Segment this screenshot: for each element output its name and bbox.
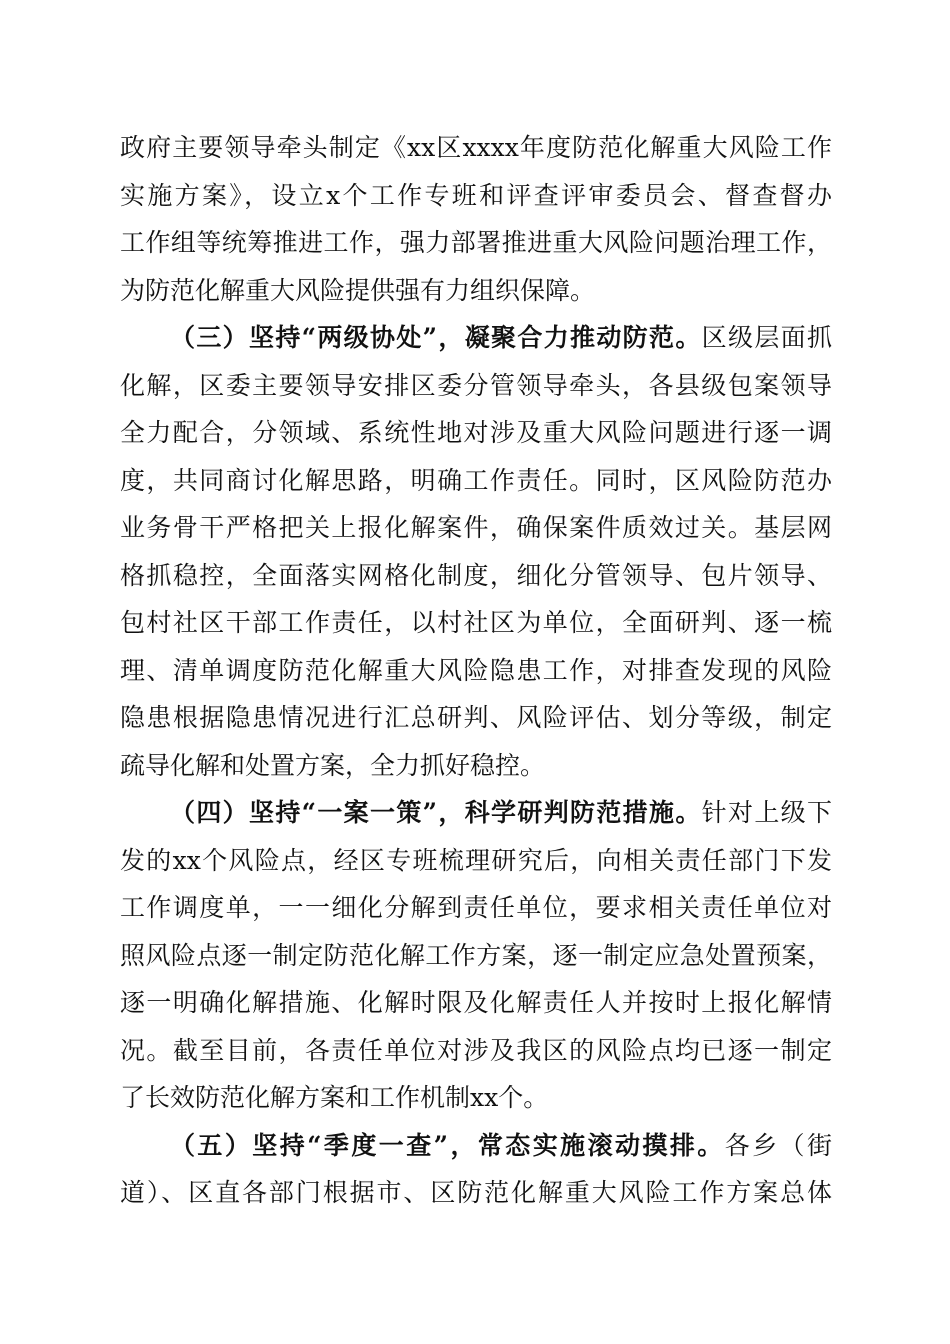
text-line: 度，共同商讨化解思路，明确工作责任。同时，区风险防范办 <box>120 465 832 495</box>
text-line: 全力配合，分领域、系统性地对涉及重大风险问题进行逐一调 <box>120 418 832 447</box>
text-line: 逐一明确化解措施、化解时限及化解责任人并按时上报化解情 <box>120 988 832 1017</box>
section-heading: （四）坚持“一案一策”，科学研判防范措施。 <box>170 798 702 827</box>
text-line: 理、清单调度防范化解重大风险隐患工作，对排查发现的风险 <box>120 655 832 685</box>
text-line: 政府主要领导牵头制定《xx区xxxx年度防范化解重大风险工作 <box>120 133 832 162</box>
document-body <box>120 124 832 1217</box>
text-line: 格抓稳控，全面落实网格化制度，细化分管领导、包片领导、 <box>120 560 832 590</box>
text-line: 发的xx个风险点，经区专班梳理研究后，向相关责任部门下发 <box>120 845 832 875</box>
text-run: 针对上级下 <box>701 798 832 827</box>
text-line: 照风险点逐一制定防范化解工作方案，逐一制定应急处置预案， <box>120 940 832 970</box>
text-line: 化解，区委主要领导安排区委分管领导牵头，各县级包案领导 <box>120 370 832 400</box>
text-line: 业务骨干严格把关上报化解案件，确保案件质效过关。基层网 <box>120 513 832 542</box>
text-line: 实施方案》，设立x个工作专班和评查评审委员会、督查督办 <box>120 180 832 210</box>
text-line: 隐患根据隐患情况进行汇总研判、风险评估、划分等级，制定 <box>120 703 832 732</box>
text-line: 了长效防范化解方案和工作机制xx个。 <box>120 1083 549 1112</box>
paragraph <box>120 1122 832 1217</box>
text-line: 疏导化解和处置方案，全力抓好稳控。 <box>120 750 546 780</box>
text-line <box>120 789 832 837</box>
section-heading: （五）坚持“季度一查”，常态实施滚动摸排。 <box>170 1130 725 1160</box>
text-run: 各乡（街 <box>724 1130 832 1160</box>
text-line: 况。截至目前，各责任单位对涉及我区的风险点均已逐一制定 <box>120 1035 832 1065</box>
paragraph <box>120 124 832 314</box>
text-line: 包村社区干部工作责任，以村社区为单位，全面研判、逐一梳 <box>120 608 832 637</box>
text-line: 道）、区直各部门根据市、区防范化解重大风险工作方案总体 <box>120 1178 832 1207</box>
text-line: 为防范化解重大风险提供强有力组织保障。 <box>120 275 596 305</box>
text-line: 工作调度单，一一细化分解到责任单位，要求相关责任单位对 <box>120 893 832 922</box>
paragraph <box>120 789 832 1122</box>
text-line <box>120 1122 832 1170</box>
text-run: 区级层面抓 <box>701 323 832 352</box>
section-heading: （三）坚持“两级协处”，凝聚合力推动防范。 <box>170 323 702 352</box>
text-line <box>120 314 832 362</box>
paragraph <box>120 314 832 789</box>
text-line: 工作组等统筹推进工作，强力部署推进重大风险问题治理工作， <box>120 228 832 257</box>
